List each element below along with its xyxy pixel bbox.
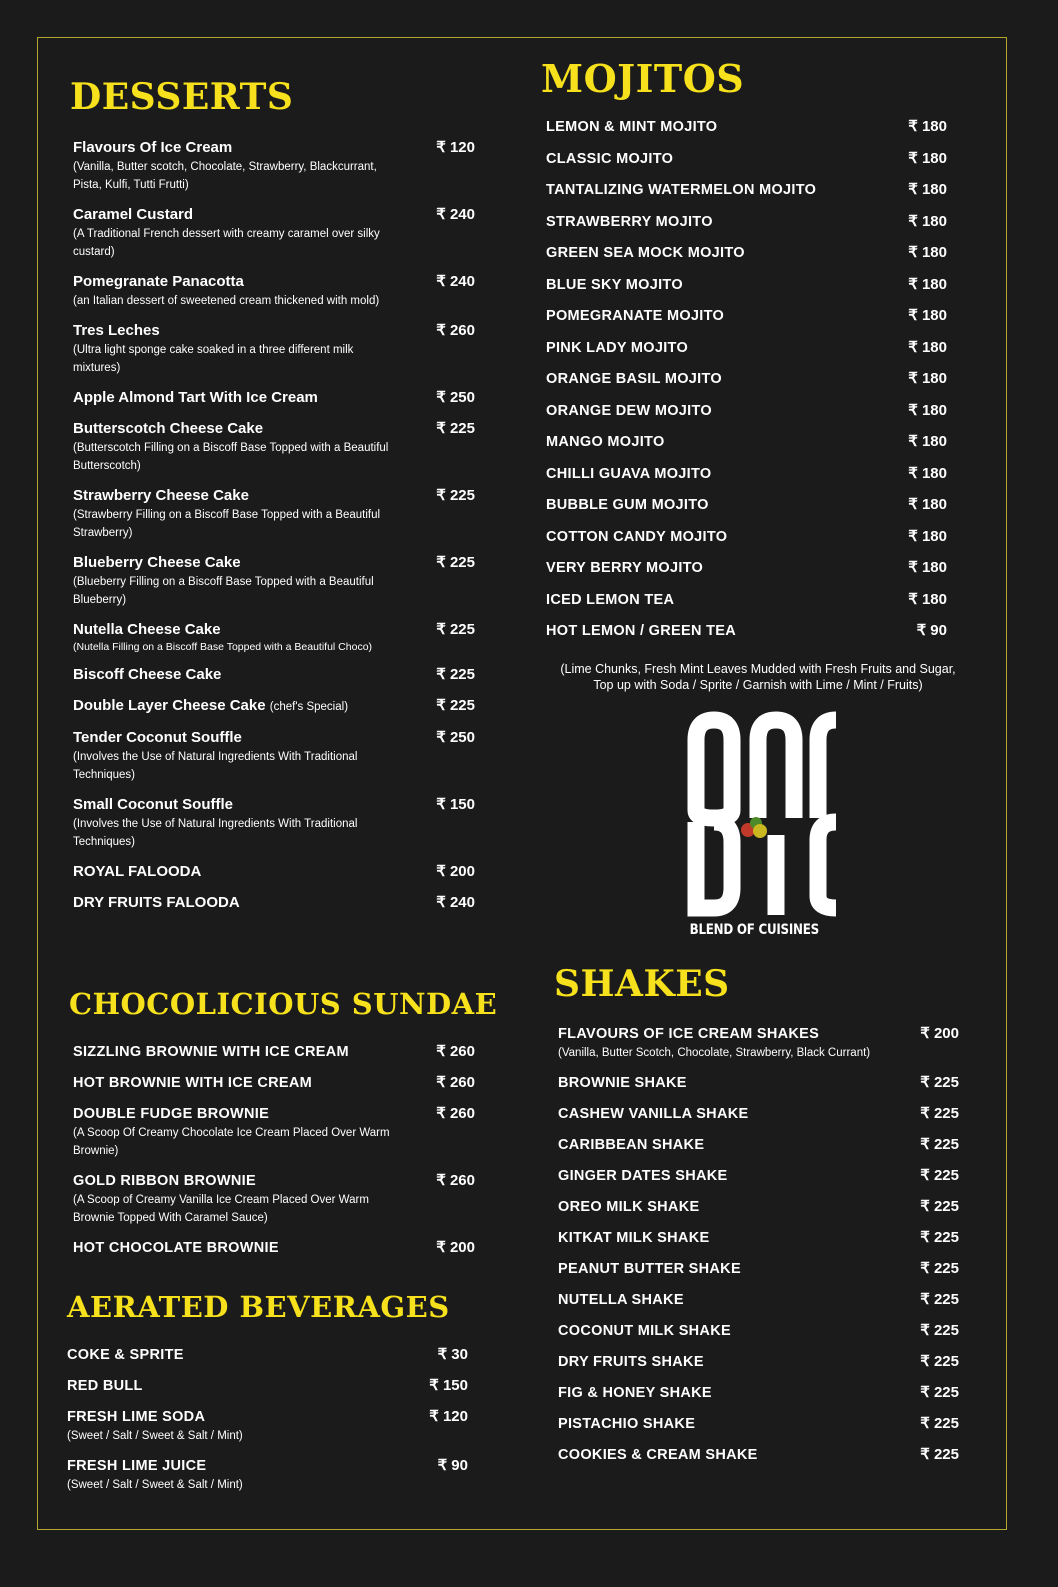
- item-name: [73, 205, 475, 225]
- item-name: [67, 1376, 468, 1396]
- menu-item: [558, 1104, 959, 1124]
- item-description: (Blueberry Filling on a Biscoff Base Topped with a Beautiful Blueberry): [73, 576, 374, 606]
- aerated-heading: AERATED BEVERAGES: [67, 1290, 450, 1324]
- desserts-list: [73, 138, 475, 924]
- item-price: ₹ 120: [429, 1408, 468, 1425]
- item-name: [73, 1238, 475, 1258]
- item-name: [73, 321, 475, 341]
- item-name-text: VERY BERRY MOJITO: [546, 560, 704, 576]
- item-name-text: Flavours Of Ice Cream: [73, 139, 233, 156]
- menu-item: [73, 893, 475, 913]
- menu-item: [546, 306, 947, 326]
- menu-item: [546, 495, 947, 515]
- item-name-text: HOT BROWNIE WITH ICE CREAM: [73, 1075, 312, 1091]
- item-price: ₹ 30: [437, 1346, 468, 1363]
- item-price: ₹ 225: [920, 1136, 959, 1153]
- item-name: [558, 1166, 959, 1186]
- menu-item: [73, 1073, 475, 1093]
- item-name: [546, 621, 947, 641]
- item-name: [546, 212, 947, 232]
- menu-item: [73, 321, 475, 377]
- item-price: ₹ 180: [908, 401, 947, 419]
- item-name: [546, 401, 947, 421]
- item-name-text: COTTON CANDY MOJITO: [546, 528, 728, 545]
- item-price: ₹ 260: [436, 1172, 475, 1189]
- item-name-text: Apple Almond Tart With Ice Cream: [73, 389, 318, 406]
- menu-item: [73, 1104, 475, 1160]
- menu-item: [546, 621, 947, 641]
- item-name-text: NUTELLA SHAKE: [558, 1292, 684, 1308]
- mojitos-note-line: Top up with Soda / Sprite / Garnish with Lime / Mint / Fruits): [593, 678, 923, 692]
- menu-item: [558, 1259, 959, 1279]
- item-name: [546, 464, 947, 484]
- item-name: [73, 893, 475, 913]
- item-name: [558, 1383, 959, 1403]
- item-price: ₹ 180: [908, 149, 947, 167]
- item-name: [73, 665, 475, 685]
- menu-item: [558, 1197, 959, 1217]
- item-name-text: BLUE SKY MOJITO: [546, 276, 683, 293]
- item-price: ₹ 180: [908, 307, 947, 324]
- item-name-text: SIZZLING BROWNIE WITH ICE CREAM: [73, 1044, 349, 1060]
- item-description: (A Scoop Of Creamy Chocolate Ice Cream Placed Over Warm Brownie): [73, 1127, 390, 1157]
- item-name: [546, 590, 947, 610]
- item-name: [546, 149, 947, 169]
- item-name-text: HOT LEMON / GREEN TEA: [546, 623, 736, 639]
- item-description: (Ultra light sponge cake soaked in a three different milk mixtures): [73, 344, 354, 374]
- item-name-text: Blueberry Cheese Cake: [73, 554, 241, 571]
- item-name: [558, 1321, 959, 1341]
- item-name-text: Tender Coconut Souffle: [73, 729, 242, 746]
- item-name-text: COOKIES & CREAM SHAKE: [558, 1447, 758, 1463]
- logo-letter-n: [758, 720, 794, 818]
- menu-item: [67, 1345, 468, 1365]
- menu-item: [73, 138, 475, 194]
- item-description: (A Scoop of Creamy Vanilla Ice Cream Placed Over Warm Brownie Topped With Caramel Sauce): [73, 1194, 369, 1224]
- item-name-text: Caramel Custard: [73, 206, 194, 223]
- menu-item: [73, 1042, 475, 1062]
- item-name: [73, 728, 475, 748]
- menu-item: [546, 275, 947, 295]
- item-name-text: DRY FRUITS FALOODA: [73, 894, 240, 911]
- item-price: ₹ 260: [436, 1074, 475, 1091]
- item-name: [558, 1228, 959, 1248]
- item-name-text: Strawberry Cheese Cake: [73, 487, 249, 504]
- shakes-heading: SHAKES: [554, 963, 730, 1005]
- item-price: ₹ 250: [436, 389, 475, 406]
- menu-item: [73, 620, 475, 654]
- logo-tagline: BLEND OF CUISINES: [689, 922, 819, 938]
- item-name: [73, 272, 475, 292]
- item-name: [73, 696, 475, 717]
- menu-item: [558, 1166, 959, 1186]
- mojitos-note: [540, 661, 976, 693]
- menu-item: [73, 795, 475, 851]
- item-price: ₹ 240: [436, 894, 475, 911]
- item-name: [67, 1456, 468, 1476]
- desserts-heading: DESSERTS: [70, 76, 294, 118]
- item-price: ₹ 120: [436, 139, 475, 156]
- menu-item: [67, 1376, 468, 1396]
- item-name-text: POMEGRANATE MOJITO: [546, 308, 725, 324]
- item-name: [558, 1352, 959, 1372]
- item-name-text: FRESH LIME JUICE: [67, 1458, 207, 1474]
- menu-item: [73, 486, 475, 542]
- item-name: [546, 117, 947, 137]
- item-name-text: CHILLI GUAVA MOJITO: [546, 465, 712, 482]
- menu-item: [558, 1135, 959, 1155]
- item-name: [558, 1073, 959, 1093]
- item-price: ₹ 225: [920, 1105, 959, 1122]
- item-name-text: BUBBLE GUM MOJITO: [546, 497, 709, 513]
- item-price: ₹ 225: [920, 1291, 959, 1308]
- menu-item: [67, 1456, 468, 1494]
- item-price: ₹ 240: [436, 273, 475, 290]
- item-name-text: DRY FRUITS SHAKE: [558, 1354, 704, 1370]
- item-name: [73, 1171, 475, 1191]
- menu-item: [546, 180, 947, 200]
- item-name-text: OREO MILK SHAKE: [558, 1199, 700, 1215]
- logo-letter-b: [696, 822, 732, 908]
- shakes-list: [558, 1024, 959, 1476]
- item-price: ₹ 180: [908, 590, 947, 608]
- item-name-text: CASHEW VANILLA SHAKE: [558, 1106, 749, 1122]
- item-name-text: Butterscotch Cheese Cake: [73, 420, 264, 437]
- item-name-text: ROYAL FALOODA: [73, 863, 202, 880]
- item-name-text: BROWNIE SHAKE: [558, 1075, 687, 1091]
- item-name: [558, 1290, 959, 1310]
- item-name: [67, 1407, 468, 1427]
- logo-letter-o: [696, 720, 732, 810]
- item-price: ₹ 180: [908, 212, 947, 230]
- item-price: ₹ 150: [436, 796, 475, 813]
- menu-item: [546, 558, 947, 578]
- menu-item: [558, 1024, 959, 1062]
- item-price: ₹ 180: [908, 496, 947, 513]
- menu-item: [73, 553, 475, 609]
- item-price: ₹ 225: [920, 1322, 959, 1339]
- one-boc-logo: [686, 710, 846, 920]
- item-name: [558, 1024, 959, 1044]
- item-name: [67, 1345, 468, 1365]
- menu-item: [73, 388, 475, 408]
- menu-item: [67, 1407, 468, 1445]
- menu-item: [546, 212, 947, 232]
- item-name: [546, 369, 947, 389]
- item-description: (Strawberry Filling on a Biscoff Base Topped with a Beautiful Strawberry): [73, 509, 381, 539]
- item-name: [73, 486, 475, 506]
- item-name: [558, 1259, 959, 1279]
- item-price: ₹ 225: [436, 666, 475, 683]
- menu-item: [546, 338, 947, 358]
- item-price: ₹ 90: [916, 622, 947, 639]
- item-name-text: Double Layer Cheese Cake: [73, 697, 266, 714]
- item-name: [546, 495, 947, 515]
- item-name-text: PISTACHIO SHAKE: [558, 1416, 696, 1432]
- menu-item: [558, 1321, 959, 1341]
- menu-item: [546, 369, 947, 389]
- item-name: [73, 795, 475, 815]
- item-price: ₹ 180: [908, 338, 947, 356]
- item-price: ₹ 225: [920, 1260, 959, 1277]
- item-name-text: FLAVOURS OF ICE CREAM SHAKES: [558, 1026, 820, 1042]
- item-name: [73, 388, 475, 408]
- item-name: [546, 527, 947, 547]
- item-name: [73, 862, 475, 882]
- item-name-text: Pomegranate Panacotta: [73, 273, 244, 290]
- item-description: (Involves the Use of Natural Ingredients With Traditional Techniques): [73, 818, 358, 848]
- item-price: ₹ 180: [908, 118, 947, 135]
- item-price: ₹ 260: [436, 1105, 475, 1122]
- item-name-text: TANTALIZING WATERMELON MOJITO: [546, 182, 817, 198]
- item-price: ₹ 225: [920, 1415, 959, 1432]
- item-price: ₹ 225: [436, 420, 475, 437]
- item-name: [546, 306, 947, 326]
- item-name-text: GOLD RIBBON BROWNIE: [73, 1173, 256, 1189]
- item-price: ₹ 180: [908, 181, 947, 198]
- menu-item: [73, 696, 475, 717]
- item-name: [73, 138, 475, 158]
- sundae-list: [73, 1042, 475, 1269]
- logo-letter-e: [818, 720, 836, 818]
- menu-item: [73, 1238, 475, 1258]
- item-description: (A Traditional French dessert with creamy caramel over silky custard): [73, 228, 380, 258]
- item-price: ₹ 90: [437, 1457, 468, 1474]
- item-name-text: Biscoff Cheese Cake: [73, 666, 222, 683]
- item-name: [546, 338, 947, 358]
- item-name: [558, 1445, 959, 1465]
- item-name-text: HOT CHOCOLATE BROWNIE: [73, 1240, 279, 1256]
- item-price: ₹ 200: [436, 863, 475, 880]
- item-price: ₹ 225: [920, 1167, 959, 1184]
- item-price: ₹ 180: [908, 527, 947, 545]
- item-description: (Vanilla, Butter Scotch, Chocolate, Strawberry, Black Currant): [558, 1047, 871, 1059]
- item-name-text: Nutella Cheese Cake: [73, 621, 221, 638]
- item-name: [546, 180, 947, 200]
- mojitos-heading: MOJITOS: [541, 56, 745, 101]
- menu-item: [558, 1228, 959, 1248]
- item-name-text: MANGO MOJITO: [546, 434, 665, 450]
- item-description: (Nutella Filling on a Biscoff Base Topped with a Beautiful Choco): [73, 641, 373, 653]
- item-description: (Sweet / Salt / Sweet & Salt / Mint): [67, 1430, 243, 1442]
- item-name-text: LEMON & MINT MOJITO: [546, 119, 718, 135]
- item-price: ₹ 260: [436, 1043, 475, 1060]
- item-name: [558, 1197, 959, 1217]
- menu-item: [546, 117, 947, 137]
- menu-item: [546, 243, 947, 263]
- item-name-text: GREEN SEA MOCK MOJITO: [546, 245, 745, 261]
- item-price: ₹ 225: [436, 621, 475, 638]
- item-name-text: STRAWBERRY MOJITO: [546, 213, 713, 230]
- item-name: [73, 1104, 475, 1124]
- mojitos-note-line: (Lime Chunks, Fresh Mint Leaves Mudded with Fresh Fruits and Sugar,: [560, 662, 956, 676]
- item-name: [73, 419, 475, 439]
- item-name: [558, 1104, 959, 1124]
- item-name-text: FIG & HONEY SHAKE: [558, 1385, 712, 1401]
- item-price: ₹ 200: [436, 1239, 475, 1256]
- item-name: [546, 275, 947, 295]
- item-name-text: ORANGE DEW MOJITO: [546, 402, 712, 419]
- sundae-heading: CHOCOLICIOUS SUNDAE: [69, 987, 498, 1021]
- item-price: ₹ 225: [436, 487, 475, 504]
- item-name-text: COCONUT MILK SHAKE: [558, 1323, 731, 1339]
- item-price: ₹ 225: [920, 1074, 959, 1091]
- menu-item: [558, 1073, 959, 1093]
- item-description: (Sweet / Salt / Sweet & Salt / Mint): [67, 1479, 243, 1491]
- item-price: ₹ 180: [908, 433, 947, 450]
- item-description: (Vanilla, Butter scotch, Chocolate, Strawberry, Blackcurrant, Pista, Kulfi, Tutti Frutti): [73, 161, 377, 191]
- item-name-text: CLASSIC MOJITO: [546, 150, 674, 167]
- item-name-text: Small Coconut Souffle: [73, 796, 234, 813]
- item-name: [546, 558, 947, 578]
- menu-item: [73, 205, 475, 261]
- item-price: ₹ 180: [908, 275, 947, 293]
- menu-item: [558, 1352, 959, 1372]
- item-name: [73, 620, 475, 640]
- menu-item: [546, 149, 947, 169]
- menu-item: [546, 590, 947, 610]
- menu-item: [73, 272, 475, 310]
- item-name-text: GINGER DATES SHAKE: [558, 1168, 728, 1184]
- menu-item: [558, 1445, 959, 1465]
- item-price: ₹ 250: [436, 729, 475, 746]
- item-price: ₹ 225: [436, 554, 475, 571]
- item-price: ₹ 225: [920, 1446, 959, 1463]
- item-name: [558, 1135, 959, 1155]
- menu-item: [546, 432, 947, 452]
- item-name: [73, 553, 475, 573]
- menu-item: [558, 1383, 959, 1403]
- item-name-text: Tres Leches: [73, 322, 160, 339]
- item-name: [73, 1073, 475, 1093]
- item-description: (Involves the Use of Natural Ingredients With Traditional Techniques): [73, 751, 358, 781]
- item-name: [546, 243, 947, 263]
- aerated-list: [67, 1345, 468, 1505]
- menu-item: [73, 1171, 475, 1227]
- item-price: ₹ 180: [908, 244, 947, 261]
- item-name-text: PEANUT BUTTER SHAKE: [558, 1261, 741, 1277]
- logo-letter-c: [818, 822, 836, 908]
- item-description: (an Italian dessert of sweetened cream thickened with mold): [73, 295, 380, 307]
- menu-item: [73, 728, 475, 784]
- item-price: ₹ 225: [436, 697, 475, 714]
- item-name-text: ORANGE BASIL MOJITO: [546, 371, 722, 387]
- item-price: ₹ 150: [429, 1377, 468, 1394]
- item-name: [558, 1414, 959, 1434]
- menu-item: [73, 665, 475, 685]
- item-price: ₹ 225: [920, 1198, 959, 1215]
- item-name-text: PINK LADY MOJITO: [546, 339, 689, 356]
- item-name: [546, 432, 947, 452]
- item-name-text: KITKAT MILK SHAKE: [558, 1230, 710, 1246]
- item-price: ₹ 180: [908, 464, 947, 482]
- item-price: ₹ 225: [920, 1353, 959, 1370]
- item-name-text: RED BULL: [67, 1378, 143, 1394]
- item-price: ₹ 225: [920, 1384, 959, 1401]
- item-price: ₹ 240: [436, 206, 475, 223]
- item-price: ₹ 260: [436, 322, 475, 339]
- menu-item: [546, 401, 947, 421]
- item-price: ₹ 225: [920, 1229, 959, 1246]
- item-note: (chef's Special): [269, 701, 349, 713]
- item-price: ₹ 180: [908, 370, 947, 387]
- menu-item: [546, 464, 947, 484]
- item-name-text: FRESH LIME SODA: [67, 1409, 206, 1425]
- item-name-text: COKE & SPRITE: [67, 1347, 184, 1363]
- menu-item: [73, 862, 475, 882]
- menu-item: [546, 527, 947, 547]
- item-price: ₹ 180: [908, 559, 947, 576]
- item-description: (Butterscotch Filling on a Biscoff Base Topped with a Beautiful Butterscotch): [73, 442, 389, 472]
- item-name-text: DOUBLE FUDGE BROWNIE: [73, 1106, 270, 1122]
- item-name: [73, 1042, 475, 1062]
- item-name-text: ICED LEMON TEA: [546, 591, 675, 608]
- menu-item: [558, 1290, 959, 1310]
- mojitos-list: [546, 117, 947, 653]
- menu-item: [558, 1414, 959, 1434]
- item-price: ₹ 200: [920, 1025, 959, 1042]
- menu-item: [73, 419, 475, 475]
- item-name-text: CARIBBEAN SHAKE: [558, 1137, 705, 1153]
